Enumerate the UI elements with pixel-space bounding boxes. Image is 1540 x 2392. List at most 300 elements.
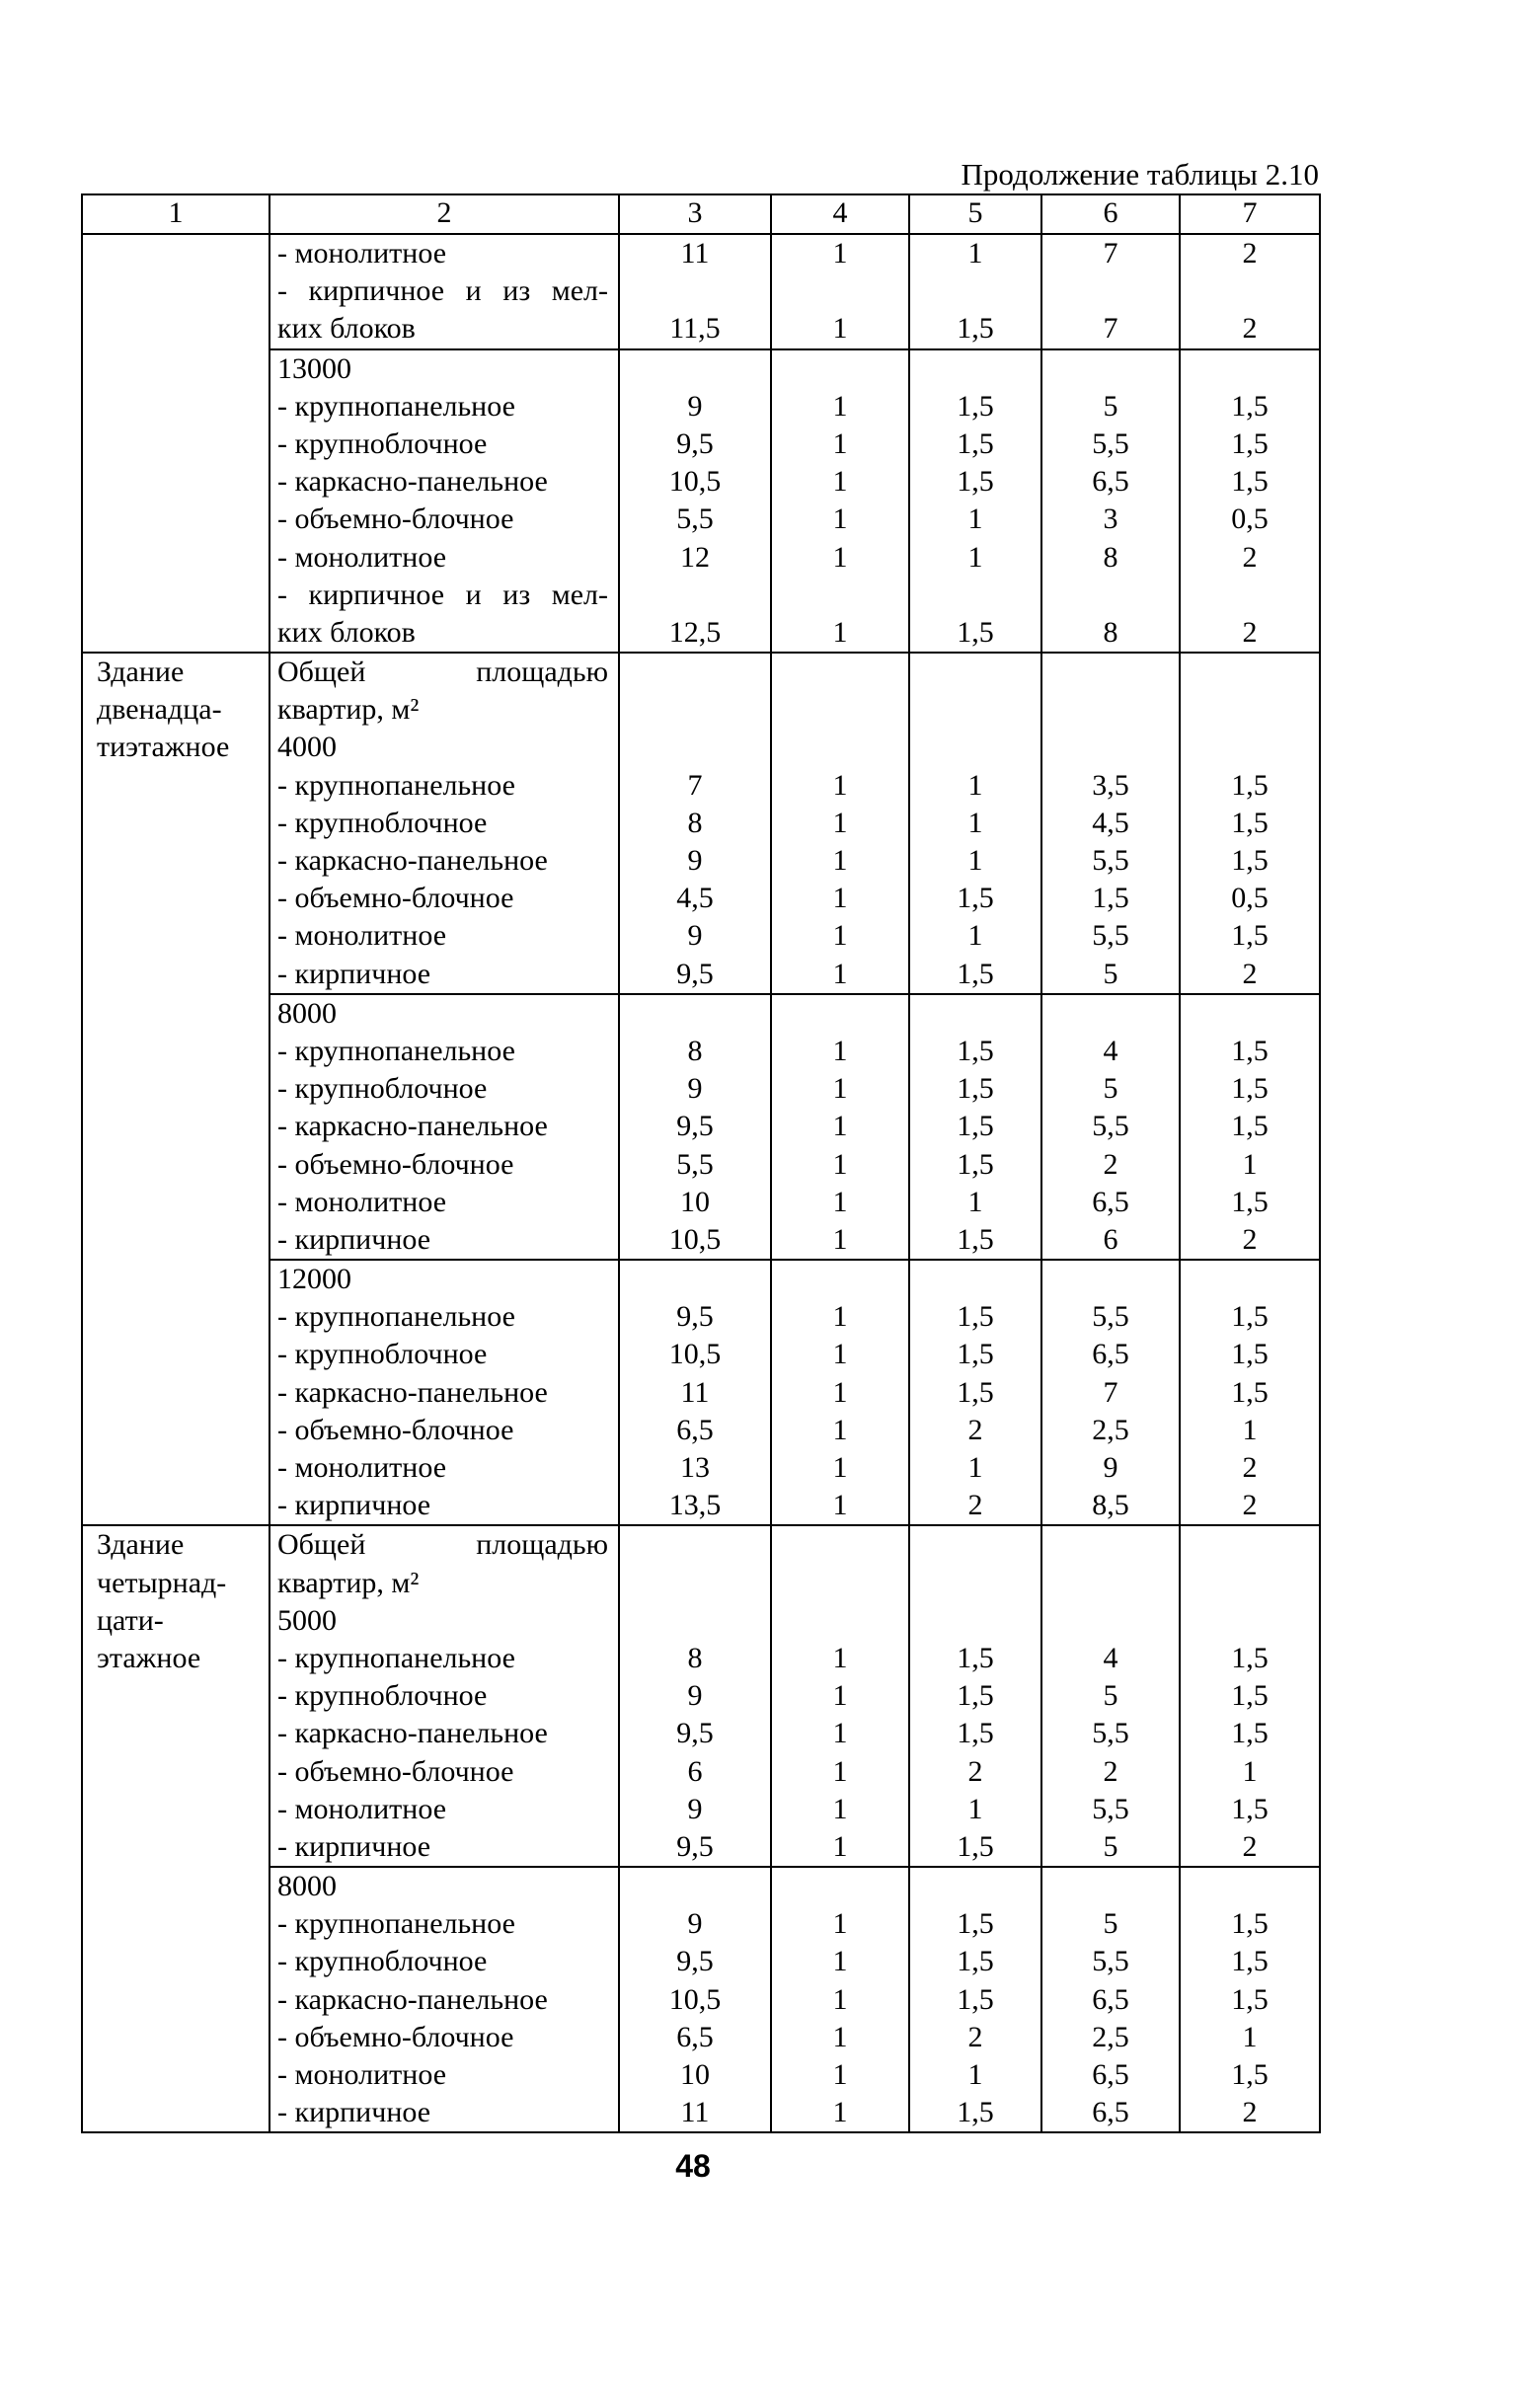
value-cell: 5,5 (1092, 919, 1129, 953)
value-cell: 9 (687, 1792, 703, 1825)
spacer (1042, 272, 1179, 310)
value-cell: 1 (832, 426, 848, 460)
value-cell: 2 (1242, 237, 1258, 270)
value-cell: 5,5 (676, 502, 714, 536)
structure-label: - крупноблочное (277, 806, 488, 839)
value-col-5 (909, 1867, 1041, 2132)
value-cell: 1 (832, 1717, 848, 1750)
value-cell: 1 (1242, 1754, 1258, 1788)
value-cell: 1 (832, 1413, 848, 1446)
value-cell: 1 (832, 806, 848, 839)
building-type-cell (82, 653, 270, 1525)
value-cell: 1 (967, 1451, 983, 1484)
value-col-7 (1180, 994, 1320, 1260)
value-col-6 (1041, 234, 1180, 349)
spacer (620, 272, 770, 310)
value-cell: 1 (832, 1754, 848, 1788)
value-cell: 8 (687, 1641, 703, 1674)
value-cell: 1 (832, 2058, 848, 2091)
building-type-cell (82, 234, 270, 653)
value-cell: 1,5 (957, 1375, 994, 1409)
spacer (772, 350, 908, 388)
spacer (1181, 654, 1319, 691)
value-col-4 (771, 1867, 909, 2132)
value-cell: 1 (832, 1641, 848, 1674)
value-cell: 2 (1242, 2096, 1258, 2129)
structure-type-cell (270, 1867, 619, 2132)
value-cell: 5,5 (1092, 1717, 1129, 1750)
structure-type-cell (270, 1260, 619, 1525)
value-col-5 (909, 349, 1041, 654)
spacer (620, 1261, 770, 1298)
value-cell: 1 (832, 1792, 848, 1825)
value-cell: 12,5 (668, 615, 722, 649)
value-cell: 2 (1242, 312, 1258, 346)
value-col-5 (909, 994, 1041, 1260)
value-cell: 6,5 (1092, 1982, 1129, 2016)
value-cell: 1,5 (957, 465, 994, 499)
value-cell: 1 (967, 1185, 983, 1218)
value-cell: 1 (832, 312, 848, 346)
spacer (910, 654, 1040, 691)
spacer (1042, 350, 1179, 388)
value-cell: 1,5 (1231, 2058, 1269, 2091)
building-type-line: этажное (97, 1641, 201, 1674)
table-row (82, 653, 1320, 994)
value-col-5 (909, 1525, 1041, 1867)
value-cell: 1,5 (957, 1147, 994, 1181)
value-cell: 1,5 (957, 2096, 994, 2129)
area-heading: Общей площадью (277, 1528, 608, 1562)
structure-label: - объемно-блочное (277, 2020, 514, 2053)
spacer (1042, 729, 1179, 766)
value-cell: 1 (967, 768, 983, 802)
value-cell: 2 (1242, 615, 1258, 649)
table-row (82, 1525, 1320, 1867)
value-cell: 1 (832, 957, 848, 990)
spacer (620, 1526, 770, 1564)
structure-label: ких блоков (277, 615, 416, 649)
value-cell: 2 (1242, 1829, 1258, 1863)
spacer (1181, 1261, 1319, 1298)
value-cell: 10,5 (668, 1982, 722, 2016)
spacer (910, 995, 1040, 1033)
value-cell: 7 (687, 768, 703, 802)
spacer (1042, 577, 1179, 614)
value-cell: 1,5 (957, 1110, 994, 1143)
value-cell: 1 (832, 1982, 848, 2016)
spacer (620, 1602, 770, 1640)
area-heading: 5000 (277, 1603, 337, 1637)
value-cell: 1,5 (957, 1222, 994, 1256)
structure-label: - кирпичное (277, 957, 431, 990)
spacer (1181, 1602, 1319, 1640)
value-cell: 2 (1103, 1147, 1118, 1181)
value-cell: 1,5 (957, 1072, 994, 1106)
value-cell: 8 (1103, 540, 1118, 574)
value-cell: 1 (832, 540, 848, 574)
value-cell: 2 (1242, 1489, 1258, 1522)
spacer (1181, 577, 1319, 614)
value-col-6 (1041, 1525, 1180, 1867)
spacer (910, 272, 1040, 310)
value-cell: 10,5 (668, 1338, 722, 1371)
spacer (1181, 1565, 1319, 1602)
structure-label: - монолитное (277, 1185, 447, 1218)
value-cell: 1 (832, 389, 848, 423)
value-cell: 1 (832, 2096, 848, 2129)
structure-type-cell (270, 994, 619, 1260)
value-cell: 13 (680, 1451, 710, 1484)
data-table (81, 193, 1321, 2133)
structure-label: - кирпичное (277, 1222, 431, 1256)
value-cell: 4,5 (676, 882, 714, 915)
value-cell: 6,5 (1092, 1338, 1129, 1371)
value-cell: 2,5 (1092, 2020, 1129, 2053)
value-cell: 1,5 (1231, 806, 1269, 839)
value-cell: 8 (687, 1034, 703, 1067)
spacer (910, 1526, 1040, 1564)
building-type-line: тиэтажное (97, 731, 230, 764)
value-cell: 1,5 (1231, 1110, 1269, 1143)
value-cell: 1,5 (1231, 768, 1269, 802)
value-cell: 1,5 (1231, 1717, 1269, 1750)
value-cell: 8 (1103, 615, 1118, 649)
value-cell: 2 (1242, 540, 1258, 574)
area-heading: квартир, м² (277, 693, 420, 727)
building-type-cell (82, 1525, 270, 2132)
value-cell: 1 (832, 615, 848, 649)
structure-label: - крупнопанельное (277, 389, 515, 423)
value-cell: 9,5 (676, 1717, 714, 1750)
value-col-5 (909, 234, 1041, 349)
value-cell: 1,5 (1231, 1185, 1269, 1218)
value-cell: 1 (832, 237, 848, 270)
value-cell: 4 (1103, 1034, 1118, 1067)
value-cell: 9 (687, 919, 703, 953)
value-cell: 10,5 (668, 1222, 722, 1256)
spacer (1042, 995, 1179, 1033)
spacer (620, 577, 770, 614)
structure-label: - кирпичное (277, 1829, 431, 1863)
value-cell: 6,5 (1092, 2058, 1129, 2091)
value-cell: 5 (1103, 957, 1118, 990)
value-cell: 9,5 (676, 1945, 714, 1978)
spacer (1181, 995, 1319, 1033)
value-cell: 1,5 (1231, 1641, 1269, 1674)
structure-label: - каркасно-панельное (277, 1982, 548, 2016)
value-cell: 1 (967, 2058, 983, 2091)
spacer (1042, 1526, 1179, 1564)
building-type-line: двенадца- (97, 693, 222, 727)
value-cell: 1,5 (957, 1717, 994, 1750)
value-col-7 (1180, 1525, 1320, 1867)
structure-label: - монолитное (277, 540, 447, 574)
value-cell: 1 (832, 1072, 848, 1106)
value-cell: 2 (967, 1754, 983, 1788)
spacer (1181, 1526, 1319, 1564)
structure-label: - крупноблочное (277, 426, 488, 460)
value-cell: 1,5 (957, 1338, 994, 1371)
value-cell: 1,5 (957, 1034, 994, 1067)
value-cell: 1 (832, 1679, 848, 1713)
value-cell: 1 (832, 1375, 848, 1409)
value-cell: 7 (1103, 1375, 1118, 1409)
value-col-3 (619, 349, 771, 654)
spacer (910, 350, 1040, 388)
value-cell: 1 (832, 1945, 848, 1978)
value-cell: 1,5 (1231, 426, 1269, 460)
value-cell: 11,5 (669, 312, 721, 346)
value-cell: 9,5 (676, 1300, 714, 1334)
structure-label: - монолитное (277, 919, 447, 953)
table-caption: Продолжение таблицы 2.10 (961, 157, 1319, 192)
value-cell: 5 (1103, 389, 1118, 423)
value-cell: 5,5 (1092, 426, 1129, 460)
spacer (620, 1868, 770, 1905)
value-cell: 3,5 (1092, 768, 1129, 802)
spacer (772, 1868, 908, 1905)
value-cell: 1,5 (1231, 1072, 1269, 1106)
col-header-7: 7 (1180, 194, 1320, 234)
col-header-3: 3 (619, 194, 771, 234)
spacer (910, 577, 1040, 614)
value-cell: 1,5 (1231, 1375, 1269, 1409)
value-cell: 1 (832, 882, 848, 915)
value-cell: 8,5 (1092, 1489, 1129, 1522)
structure-type-cell (270, 349, 619, 654)
spacer (1181, 350, 1319, 388)
structure-label: - объемно-блочное (277, 1754, 514, 1788)
value-cell: 5 (1103, 1679, 1118, 1713)
value-cell: 9,5 (676, 1110, 714, 1143)
value-cell: 1 (832, 1222, 848, 1256)
value-cell: 2 (967, 2020, 983, 2053)
spacer (620, 995, 770, 1033)
spacer (910, 1602, 1040, 1640)
value-col-4 (771, 234, 909, 349)
structure-label: - объемно-блочное (277, 1147, 514, 1181)
spacer (1042, 691, 1179, 729)
value-cell: 6,5 (1092, 2096, 1129, 2129)
value-cell: 5,5 (1092, 1792, 1129, 1825)
value-cell: 1,5 (957, 1641, 994, 1674)
value-col-4 (771, 994, 909, 1260)
structure-label: ких блоков (277, 312, 416, 346)
col-header-5: 5 (909, 194, 1041, 234)
structure-label: - каркасно-панельное (277, 1717, 548, 1750)
value-cell: 1,5 (1231, 465, 1269, 499)
spacer (1042, 654, 1179, 691)
spacer (1181, 691, 1319, 729)
value-col-4 (771, 1260, 909, 1525)
value-col-3 (619, 1260, 771, 1525)
value-cell: 1 (832, 2020, 848, 2053)
value-cell: 6 (1103, 1222, 1118, 1256)
structure-label: - объемно-блочное (277, 1413, 514, 1446)
value-cell: 1,5 (957, 312, 994, 346)
spacer (1042, 1261, 1179, 1298)
value-cell: 4,5 (1092, 806, 1129, 839)
structure-type-cell (270, 234, 619, 349)
value-cell: 1 (832, 1147, 848, 1181)
value-col-7 (1180, 349, 1320, 654)
spacer (772, 1602, 908, 1640)
value-col-6 (1041, 1260, 1180, 1525)
structure-label: - крупнопанельное (277, 1034, 515, 1067)
spacer (910, 1261, 1040, 1298)
value-cell: 12 (680, 540, 710, 574)
value-cell: 1,5 (957, 1300, 994, 1334)
value-col-3 (619, 1867, 771, 2132)
value-cell: 0,5 (1231, 502, 1269, 536)
spacer (1181, 729, 1319, 766)
value-cell: 9 (1103, 1451, 1118, 1484)
structure-label: - крупнопанельное (277, 1907, 515, 1941)
spacer (772, 1261, 908, 1298)
spacer (1042, 1602, 1179, 1640)
value-cell: 13,5 (668, 1489, 722, 1522)
spacer (910, 729, 1040, 766)
value-cell: 1,5 (1231, 1338, 1269, 1371)
value-cell: 6,5 (1092, 1185, 1129, 1218)
header-row (82, 194, 1320, 234)
spacer (772, 1565, 908, 1602)
col-header-4: 4 (771, 194, 909, 234)
value-cell: 10 (680, 1185, 710, 1218)
structure-label: - каркасно-панельное (277, 844, 548, 877)
value-cell: 2 (1242, 1222, 1258, 1256)
value-cell: 1 (832, 919, 848, 953)
value-cell: 10,5 (668, 465, 722, 499)
value-cell: 9 (687, 844, 703, 877)
value-cell: 1 (967, 237, 983, 270)
value-cell: 1,5 (1231, 1907, 1269, 1941)
value-cell: 2 (1242, 1451, 1258, 1484)
structure-label: - каркасно-панельное (277, 465, 548, 499)
area-heading: 4000 (277, 731, 337, 764)
area-heading: 8000 (277, 996, 337, 1030)
value-cell: 9 (687, 1679, 703, 1713)
spacer (1042, 1868, 1179, 1905)
value-col-6 (1041, 1867, 1180, 2132)
area-heading: квартир, м² (277, 1566, 420, 1599)
value-cell: 2 (967, 1489, 983, 1522)
col-header-6: 6 (1041, 194, 1180, 234)
value-cell: 1,5 (1231, 1792, 1269, 1825)
structure-label: - каркасно-панельное (277, 1110, 548, 1143)
value-cell: 1 (832, 844, 848, 877)
value-col-6 (1041, 349, 1180, 654)
value-cell: 9 (687, 1072, 703, 1106)
value-cell: 7 (1103, 237, 1118, 270)
value-cell: 5,5 (1092, 844, 1129, 877)
spacer (620, 1565, 770, 1602)
value-cell: 1 (832, 1034, 848, 1067)
value-col-3 (619, 234, 771, 349)
building-type-line: цати- (97, 1603, 164, 1637)
spacer (772, 1526, 908, 1564)
value-cell: 9,5 (676, 426, 714, 460)
value-cell: 1,5 (1231, 1300, 1269, 1334)
structure-label: - объемно-блочное (277, 502, 514, 536)
structure-label: - крупноблочное (277, 1338, 488, 1371)
value-cell: 1,5 (957, 1945, 994, 1978)
spacer (620, 350, 770, 388)
area-heading: Общей площадью (277, 656, 608, 689)
spacer (620, 729, 770, 766)
value-cell: 1 (967, 502, 983, 536)
value-cell: 1,5 (1231, 389, 1269, 423)
value-cell: 5,5 (1092, 1945, 1129, 1978)
spacer (772, 577, 908, 614)
value-cell: 5,5 (1092, 1110, 1129, 1143)
value-cell: 1,5 (957, 426, 994, 460)
structure-label: - кирпичное и из мел- (277, 578, 608, 611)
value-cell: 6,5 (1092, 465, 1129, 499)
value-cell: 2,5 (1092, 1413, 1129, 1446)
value-cell: 1,5 (1231, 1945, 1269, 1978)
value-col-4 (771, 653, 909, 994)
value-col-6 (1041, 994, 1180, 1260)
value-cell: 1,5 (1092, 882, 1129, 915)
structure-label: - крупнопанельное (277, 1641, 515, 1674)
structure-label: - кирпичное (277, 2096, 431, 2129)
structure-label: - монолитное (277, 1792, 447, 1825)
value-cell: 1,5 (957, 957, 994, 990)
value-col-4 (771, 1525, 909, 1867)
value-cell: 1,5 (957, 1907, 994, 1941)
value-cell: 1 (832, 1451, 848, 1484)
value-cell: 9 (687, 389, 703, 423)
building-type-line: четырнад- (97, 1566, 227, 1599)
value-cell: 11 (680, 2096, 710, 2129)
value-cell: 2 (1103, 1754, 1118, 1788)
spacer (772, 691, 908, 729)
value-cell: 1 (832, 1907, 848, 1941)
spacer (620, 691, 770, 729)
value-col-5 (909, 653, 1041, 994)
value-cell: 1 (832, 1185, 848, 1218)
value-cell: 5,5 (676, 1147, 714, 1181)
value-col-4 (771, 349, 909, 654)
value-cell: 11 (680, 1375, 710, 1409)
value-cell: 1,5 (957, 1829, 994, 1863)
value-cell: 1 (832, 1829, 848, 1863)
value-col-5 (909, 1260, 1041, 1525)
value-cell: 1 (832, 465, 848, 499)
building-type-line: Здание (97, 1528, 185, 1562)
value-cell: 3 (1103, 502, 1118, 536)
spacer (1042, 1565, 1179, 1602)
building-type-line: Здание (97, 656, 185, 689)
value-cell: 6 (687, 1754, 703, 1788)
spacer (1181, 272, 1319, 310)
structure-label: - крупнопанельное (277, 1300, 515, 1334)
value-cell: 5 (1103, 1907, 1118, 1941)
col-header-1: 1 (82, 194, 270, 234)
area-heading: 13000 (277, 351, 351, 385)
spacer (772, 995, 908, 1033)
structure-label: - монолитное (277, 1451, 447, 1484)
value-cell: 1 (832, 1338, 848, 1371)
value-cell: 7 (1103, 312, 1118, 346)
structure-label: - крупноблочное (277, 1072, 488, 1106)
value-cell: 1,5 (957, 1982, 994, 2016)
col-header-2: 2 (270, 194, 619, 234)
value-cell: 1 (1242, 1413, 1258, 1446)
structure-label: - крупноблочное (277, 1945, 488, 1978)
